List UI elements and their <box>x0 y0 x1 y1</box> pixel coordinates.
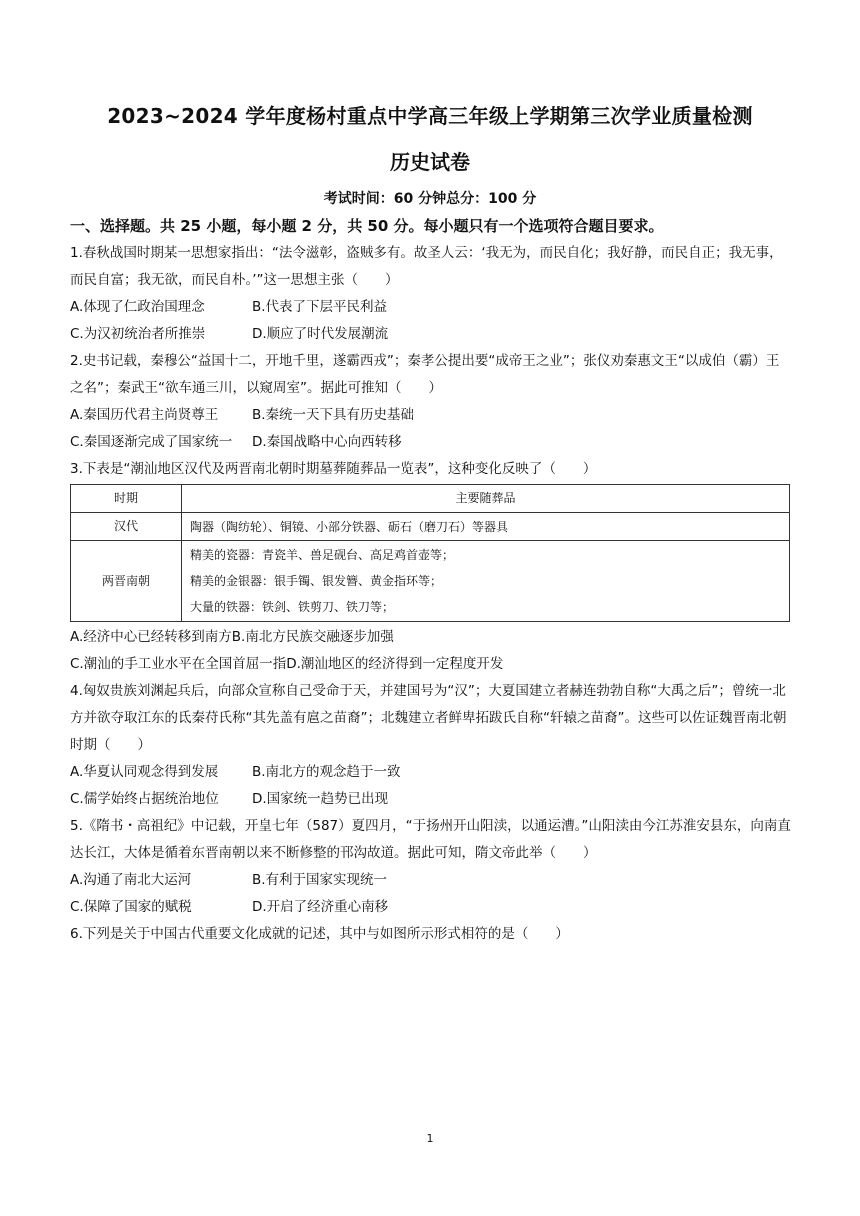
question-4-options-row-2 <box>70 786 792 813</box>
table-cell-items: 陶器（陶纺轮）、铜镜、小部分铁器、砺石（磨刀石）等器具 <box>182 513 790 541</box>
table-cell-period: 汉代 <box>71 513 182 541</box>
question-4-options-row-1 <box>70 759 792 786</box>
question-1-option-b: B.代表了下层平民利益 <box>252 299 388 315</box>
burial-goods-table <box>70 484 790 622</box>
question-3-options-row-2 <box>70 651 792 678</box>
table-row <box>71 513 790 541</box>
table-row <box>71 541 790 622</box>
question-3-option-a: A.经济中心已经转移到南方 <box>70 629 232 645</box>
question-3-stem: 3.下表是“潮汕地区汉代及两晋南北朝时期墓葬随葬品一览表”，这种变化反映了（ ） <box>70 461 597 477</box>
question-5-option-c: C.保障了国家的赋税 <box>70 899 192 915</box>
table-header-period: 时期 <box>71 485 182 513</box>
question-4-stem: 4.匈奴贵族刘渊起兵后，向部众宣称自己受命于天，并建国号为“汉”；大夏国建立者赫连勃勃自称“大禹之后”；曾统一北方并欲夺取江东的氐秦苻氏称“其先盖有扈之苗裔”；北魏建立者鲜卑拓跋氏自称“轩辕之苗裔”。这些可以佐证魏晋南北朝时期（ ） <box>70 683 787 753</box>
question-5-option-b: B.有利于国家实现统一 <box>252 872 388 888</box>
table-header-items: 主要随葬品 <box>182 485 790 513</box>
exam-subject: 历史试卷 <box>390 150 470 174</box>
question-1-stem: 1.春秋战国时期某一思想家指出：“法令滋彰，盗贼多有。故圣人云：‘我无为，而民自化；我好静，而民自正；我无事，而民自富；我无欲，而民自朴。’”这一思想主张（ ） <box>70 245 783 288</box>
question-2-option-c: C.秦国逐渐完成了国家统一 <box>70 434 233 450</box>
question-2-options-row-1 <box>70 402 792 429</box>
question-1-option-c: C.为汉初统治者所推崇 <box>70 326 206 342</box>
question-5-options-row-2 <box>70 894 792 921</box>
question-2-stem: 2.史书记载，秦穆公“益国十二，开地千里，遂霸西戎”；秦孝公提出要“成帝王之业”；张仪劝秦惠文王“以成伯（霸）王之名”；秦武王“欲车通三川，以窥周室”。据此可推知（ ） <box>70 353 780 396</box>
question-5-option-d: D.开启了经济重心南移 <box>252 899 389 915</box>
exam-title: 2023~2024 学年度杨村重点中学高三年级上学期第三次学业质量检测 <box>107 104 753 128</box>
table-cell-period: 两晋南朝 <box>71 541 182 622</box>
question-4-option-d: D.国家统一趋势已出现 <box>252 791 389 807</box>
question-3-option-b: B.南北方民族交融逐步加强 <box>231 629 394 645</box>
question-1-options-row-2 <box>70 321 792 348</box>
table-item-line: 精美的瓷器：青瓷羊、兽足砚台、高足鸡首壶等； <box>190 548 455 562</box>
question-4-option-b: B.南北方的观念趋于一致 <box>252 764 401 780</box>
table-header-row <box>71 485 790 513</box>
question-2-option-a: A.秦国历代君主尚贤尊王 <box>70 407 219 423</box>
question-6-stem: 6.下列是关于中国古代重要文化成就的记述，其中与如图所示形式相符的是（ ） <box>70 926 569 942</box>
question-1-option-d: D.顺应了时代发展潮流 <box>252 326 389 342</box>
question-1-options-row-1 <box>70 294 792 321</box>
questions-body <box>70 240 792 948</box>
question-2-option-d: D.秦国战略中心向西转移 <box>252 434 402 450</box>
question-1-option-a: A.体现了仁政治国理念 <box>70 299 205 315</box>
exam-meta: 考试时间：60 分钟总分：100 分 <box>323 191 537 207</box>
question-4-option-a: A.华夏认同观念得到发展 <box>70 764 219 780</box>
question-4-option-c: C.儒学始终占据统治地位 <box>70 791 219 807</box>
question-5-option-a: A.沟通了南北大运河 <box>70 872 192 888</box>
section-heading: 一、选择题。共 25 小题，每小题 2 分，共 50 分。每小题只有一个选项符合题目要求。 <box>70 217 664 235</box>
table-item-line: 精美的金银器：银手镯、银发簪、黄金指环等； <box>190 574 443 588</box>
table-item-line: 大量的铁器：铁剑、铁剪刀、铁刀等； <box>190 600 395 614</box>
question-3-options-row-1 <box>70 624 792 651</box>
question-5-stem: 5.《隋书・高祖纪》中记载，开皇七年（587）夏四月，“于扬州开山阳渎，以通运漕。”山阳渎由今江苏淮安县东，向南直达长江，大体是循着东晋南朝以来不断修整的邗沟故道。据此可知，隋文帝此举（ ） <box>70 818 791 861</box>
table-cell-items <box>182 541 790 622</box>
question-3-option-c: C.潮汕的手工业水平在全国首屈一指 <box>70 656 287 672</box>
page-number: 1 <box>426 1132 434 1145</box>
question-2-option-b: B.秦统一天下具有历史基础 <box>252 407 415 423</box>
question-2-options-row-2 <box>70 429 792 456</box>
question-3-option-d: D.潮汕地区的经济得到一定程度开发 <box>286 656 504 672</box>
question-5-options-row-1 <box>70 867 792 894</box>
